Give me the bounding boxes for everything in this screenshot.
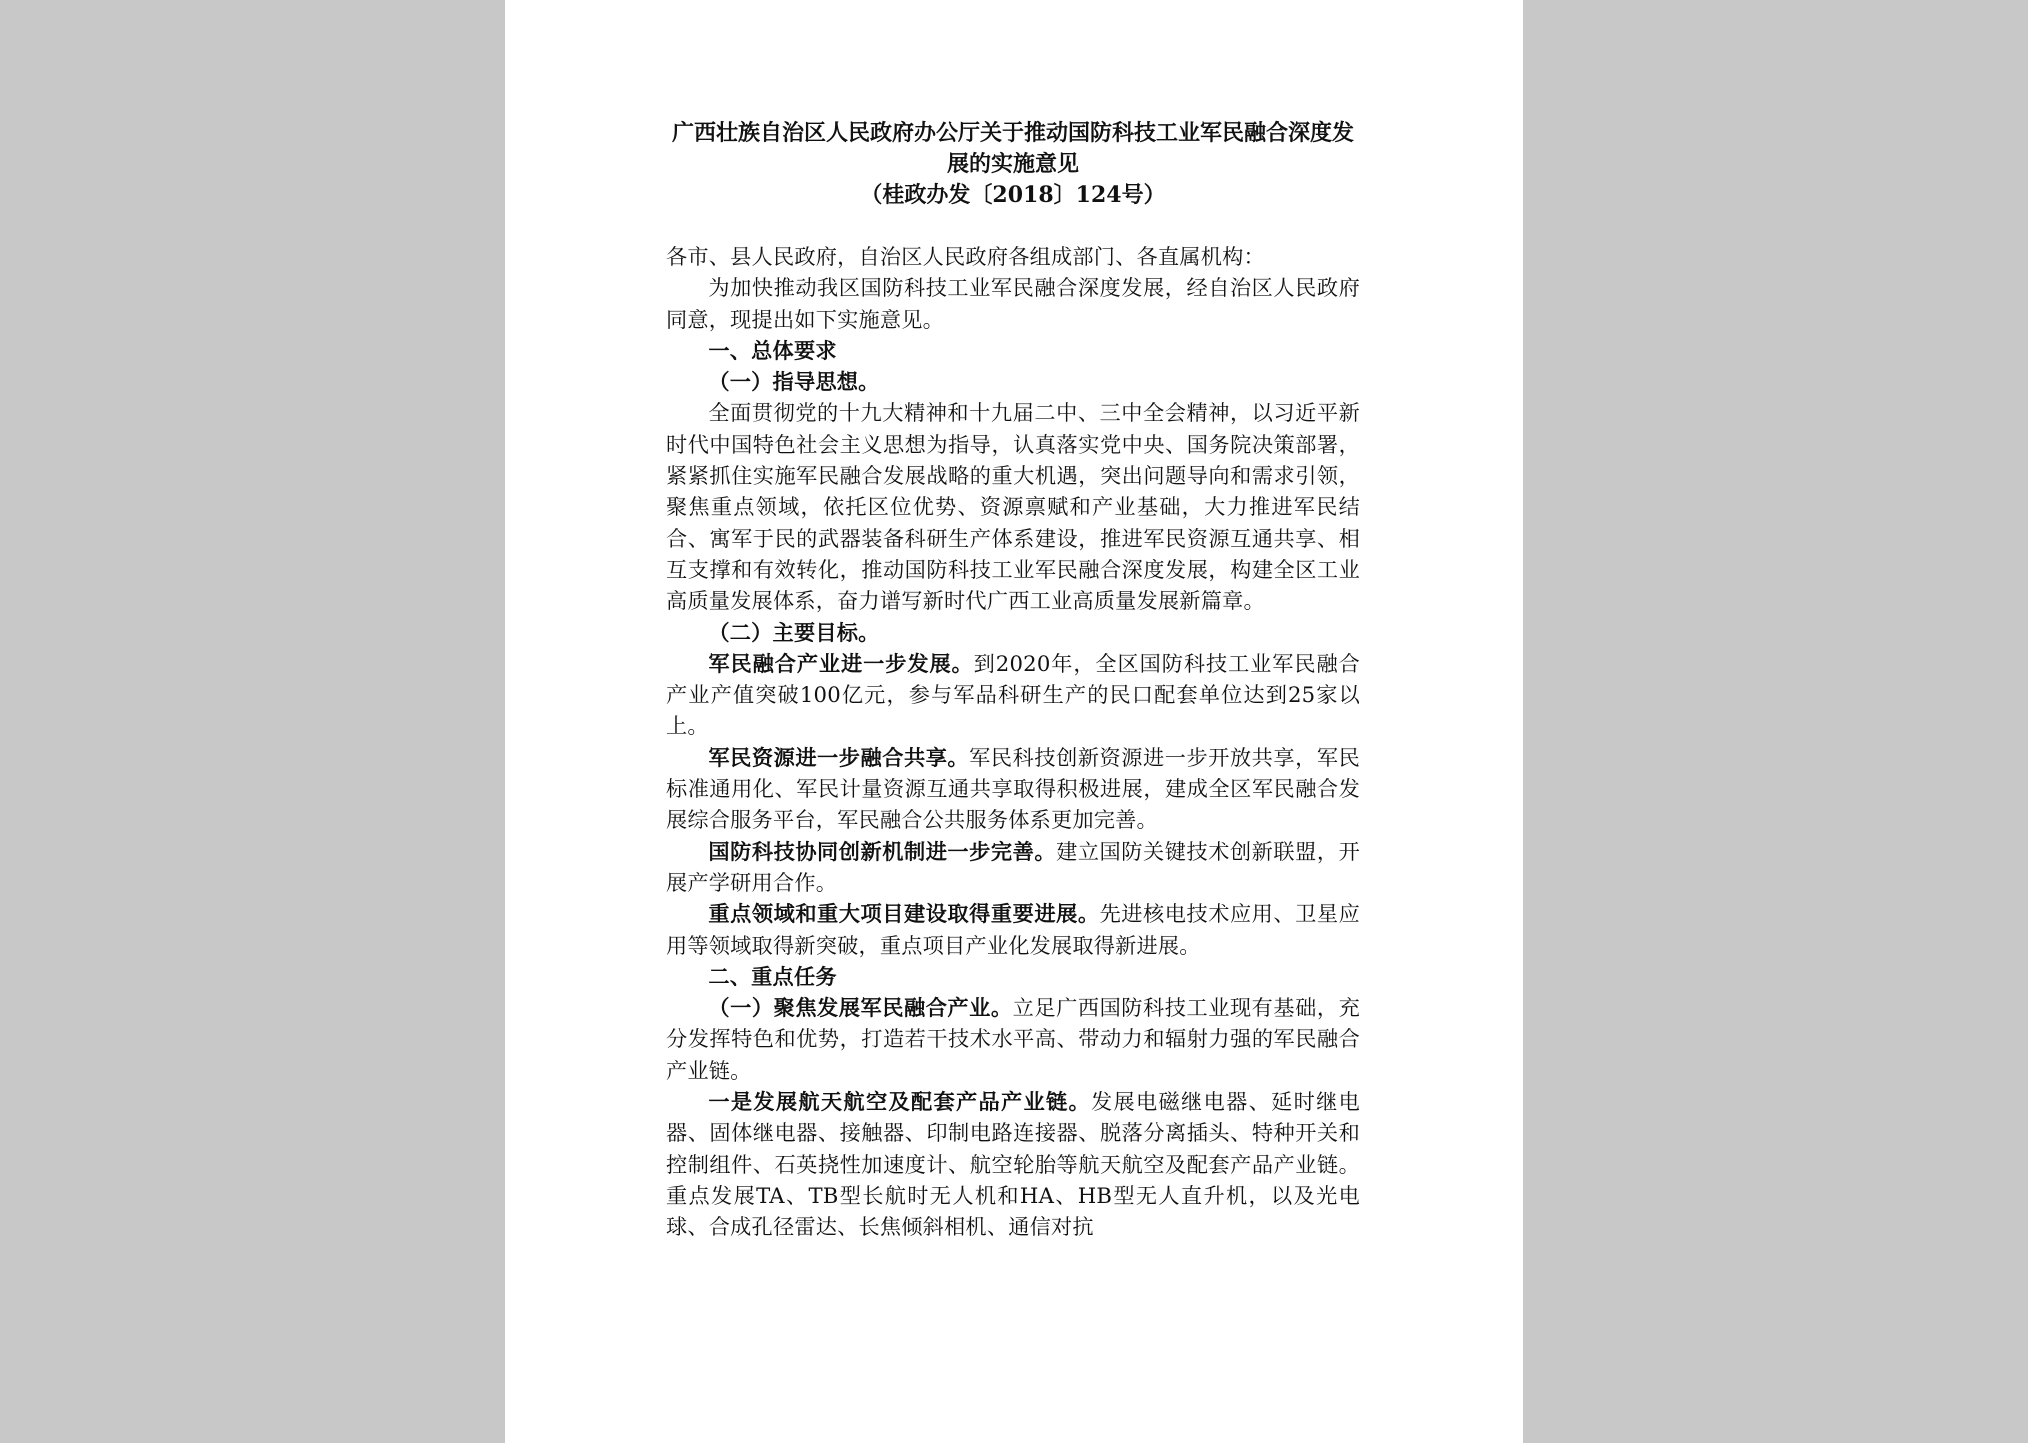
- document-title: 广西壮族自治区人民政府办公厅关于推动国防科技工业军民融合深度发展的实施意见: [671, 120, 1354, 177]
- body-paragraph: [666, 397, 1360, 616]
- body-paragraph: [666, 272, 1360, 335]
- paragraph-lead: 军民资源进一步融合共享。: [708, 744, 970, 770]
- paragraph-lead: 一是发展航天航空及配套产品产业链。: [708, 1089, 1092, 1115]
- paragraph-lead: （一）聚焦发展军民融合产业。: [708, 995, 1013, 1021]
- paragraph-text: 立足广西国防科技工业现有基础，充分发挥特色和优势，打造若干技术水平高、带动力和辐射力强的军民融合产业链。: [666, 995, 1360, 1083]
- paragraph-text: （二）主要目标。: [708, 619, 880, 645]
- paragraph-text: 到2020年，全区国防科技工业军民融合产业产值突破100亿元，参与军品科研生产的民口配套单位达到25家以上。: [666, 650, 1360, 739]
- paragraph-text: 全面贯彻党的十九大精神和十九届二中、三中全会精神，以习近平新时代中国特色社会主义思想为指导，认真落实党中央、国务院决策部署，紧紧抓住实施军民融合发展战略的重大机遇，突出问题导向和需求引领，聚焦重点领域，依托区位优势、资源禀赋和产业基础，大力推进军民结合、寓军于民的武器装备科研生产体系建设，推进军民资源互通共享、相互支撑和有效转化，推动国防科技工业军民融合深度发展，构建全区工业高质量发展体系，奋力谱写新时代广西工业高质量发展新篇章。: [666, 400, 1360, 614]
- section-heading: [666, 617, 1360, 648]
- body-paragraph: [666, 836, 1360, 899]
- paragraph-text: 为加快推动我区国防科技工业军民融合深度发展，经自治区人民政府同意，现提出如下实施意见。: [666, 275, 1360, 332]
- body-paragraph: [666, 648, 1360, 742]
- body-paragraph: [666, 898, 1360, 961]
- body-paragraph: [666, 992, 1360, 1086]
- body-paragraph: [666, 1086, 1360, 1242]
- section-heading: [666, 366, 1360, 397]
- paragraph-text: 发展电磁继电器、延时继电器、固体继电器、接触器、印制电路连接器、脱落分离插头、特种开关和控制组件、石英挠性加速度计、航空轮胎等航天航空及配套产品产业链。重点发展TA、TB型长航时无人机和HA、HB型无人直升机，以及光电球、合成孔径雷达、长焦倾斜相机、通信对抗: [666, 1089, 1361, 1240]
- paragraph-text: 二、重点任务: [708, 963, 837, 989]
- paragraph-text: 军民科技创新资源进一步开放共享，军民标准通用化、军民计量资源互通共享取得积极进展，建成全区军民融合发展综合服务平台，军民融合公共服务体系更加完善。: [666, 744, 1360, 833]
- section-heading: [666, 335, 1360, 366]
- section-heading: [666, 961, 1360, 992]
- body-paragraph: [666, 241, 1360, 272]
- paragraph-lead: 国防科技协同创新机制进一步完善。: [708, 838, 1057, 864]
- document-body: [666, 241, 1360, 1243]
- body-paragraph: [666, 742, 1360, 836]
- paragraph-text: 先进核电技术应用、卫星应用等领域取得新突破，重点项目产业化发展取得新进展。: [666, 901, 1360, 958]
- paragraph-text: （一）指导思想。: [708, 369, 880, 395]
- paragraph-text: 各市、县人民政府，自治区人民政府各组成部门、各直属机构：: [666, 244, 1265, 269]
- paragraph-text: 建立国防关键技术创新联盟，开展产学研用合作。: [666, 838, 1360, 895]
- document-page: [505, 0, 1523, 1443]
- document-number: （桂政办发〔2018〕124号）: [860, 182, 1166, 208]
- paragraph-lead: 重点领域和重大项目建设取得重要进展。: [708, 901, 1100, 927]
- paragraph-text: 一、总体要求: [708, 337, 837, 363]
- paragraph-lead: 军民融合产业进一步发展。: [708, 650, 974, 676]
